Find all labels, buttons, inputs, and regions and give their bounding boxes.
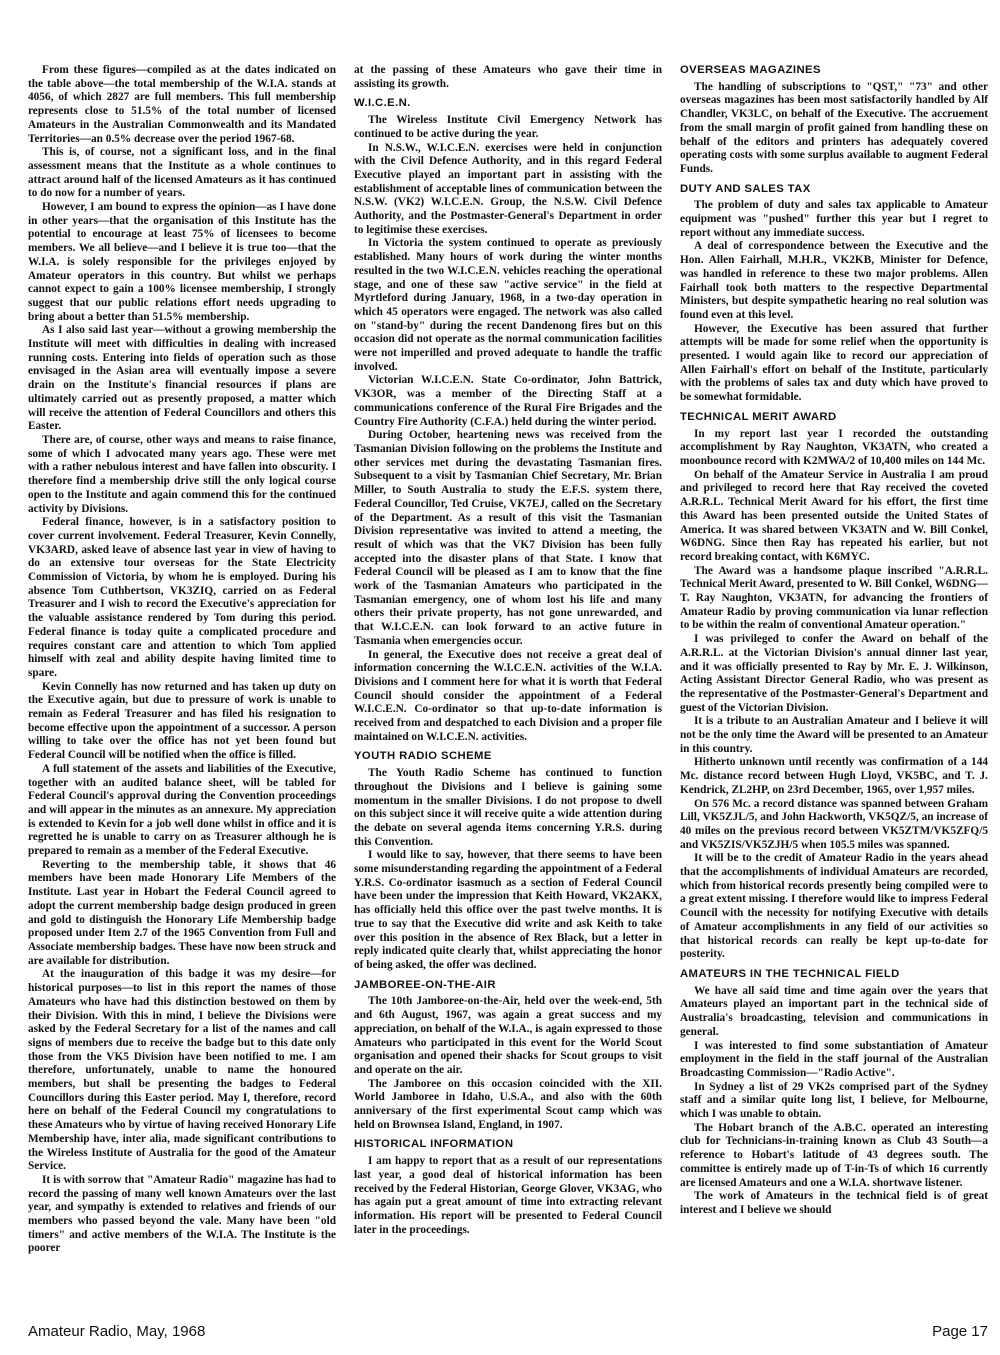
section-heading: YOUTH RADIO SCHEME (354, 750, 492, 763)
article-paragraph: There are, of course, other ways and means to raise finance, some of which I advocated many years ago. These were met with a rather nebulous interest and have fallen into obscurity. I therefore find a membership drive still the only logical course open to the Institute and again commend this for the continued activity by Divisions. (28, 433, 336, 515)
article-paragraph: Federal finance, however, is in a satisfactory position to cover current involvement. Federal Treasurer, Kevin Connelly, VK3ARD, asked leave of absence last year in view of having to do an extensive tour overseas for the State Electricity Commission of Victoria, by whom he is employed. During his absence Tom Cuthbertson, VK3ZIQ, carried on as Federal Treasurer and I wish to record the Executive's appreciation for the valuable assistance rendered by Tom during this period. Federal finance is today quite a complicated procedure and requires constant care and attention to which Tom applied himself with zeal and ability despite having limited time to spare. (28, 516, 336, 679)
article-paragraph: I was privileged to confer the Award on behalf of the A.R.R.L. at the Victorian Division's annual dinner last year, and it was officially presented to Ray by Mr. E. J. Wilkinson, Acting Assistant Director General Radio, who was present as the representative of the Postmaster-General's Department and guest of the Victorian Division. (680, 633, 988, 714)
article-paragraph: However, the Executive has been assured that further attempts will be made for some relief when the opportunity is presented. I would again like to record our appreciation of Allen Fairhall's effort on behalf of the Institute, particularly with the problems of sales tax and duty which have proved to be somewhat formidable. (680, 322, 988, 404)
article-paragraph: In general, the Executive does not receive a great deal of information concerning the W.I.C.E.N. activities of the W.I.A. Divisions and I comment here for what it is worth that Federal Council should consider the appointment of a Federal W.I.C.E.N. Co-ordinator so that up-to-date information is received from and despatched to each Division and a proper file maintained on W.I.C.E.N. activities. (354, 648, 662, 743)
article-paragraph: In N.S.W., W.I.C.E.N. exercises were held in conjunction with the Civil Defence Authority, and in this regard Federal Executive played an important part in assisting with the establishment of acceptable lines of communication between the N.S.W. (VK2) W.I.C.E.N. Group, the N.S.W. Civil Defence Authority, and the Postmaster-General's Department in order to legitimise these exercises. (354, 141, 662, 236)
section-heading: JAMBOREE-ON-THE-AIR (354, 978, 496, 991)
section-heading: DUTY AND SALES TAX (680, 182, 811, 195)
article-paragraph: I would like to say, however, that there seems to have been some misunderstanding regarding the appointment of a Federal Y.R.S. Co-ordinator isasmuch as a section of Federal Council have been under the impression that Keith Howard, VK2AKX, has officially held this office over the past twelve months. It is true to say that the Executive did write and ask Keith to take over this position in the absence of Rex Black, but a letter in reply indicated quite clearly that, whilst appreciating the honor of being asked, the offer was declined. (354, 849, 662, 971)
article-paragraph: We have all said time and time again over the years that Amateurs played an important part in the technical side of Australia's broadcasting, television and communications in general. (680, 984, 988, 1038)
article-paragraph: On 576 Mc. a record distance was spanned between Graham Lill, VK5ZJL/5, and John Hackworth, VK5QZ/5, an increase of 40 miles on the previous record between VK5ZTM/VK5ZFQ/5 and VK5ZIS/VK5ZJH/5 when 105.5 miles was spanned. (680, 797, 988, 851)
article-paragraph: However, I am bound to express the opinion—as I have done in other years—that the organisation of this Institute has the potential to encourage at least 75% of licensees to become members. We all believe—and I believe it is true too—that the W.I.A. is solely responsible for the privileges enjoyed by Amateur operators in this country. But whilst we perhaps cannot expect to gain a 100% licensee membership, I strongly suggest that our public relations effort needs upgrading to bring about a better than 51.5% membership. (28, 201, 336, 323)
article-paragraph: It is with sorrow that "Amateur Radio" magazine has had to record the passing of many well known Amateurs over the last year, and sympathy is extended to relatives and friends of our members who passed beyond the vale. Many have been "old timers" and active members of the W.I.A. The Institute is the poorer (28, 1173, 336, 1255)
article-paragraph: This is, of course, not a significant loss, and in the final assessment means that the Institute as a whole continues to attract around half of the licensed Amateurs as it has continued to do now for a number of years. (28, 146, 336, 200)
text-columns (28, 64, 988, 1322)
page-footer (28, 1323, 988, 1345)
article-paragraph: On behalf of the Amateur Service in Australia I am proud and privileged to record here that Ray received the coveted A.R.R.L. Technical Merit Award for his effort, the first time this Award has been presented outside the United States of America. It was shared between VK3ATN and W. Bill Conkel, W6DNG. Since then Ray has repeated his earlier, but not record breaking contact, with K6MYC. (680, 468, 988, 563)
article-paragraph: Reverting to the membership table, it shows that 46 members have been made Honorary Life Members of the Institute. Last year in Hobart the Federal Council agreed to adopt the current membership badge design produced in green and gold to distinguish the Honorary Life Membership badge proposed under Item 2.7 of the 1965 Convention from Full and Associate membership badges. These have now been struck and are available for distribution. (28, 858, 336, 967)
article-paragraph: A full statement of the assets and liabilities of the Executive, together with an audited balance sheet, will be tabled for Federal Council's approval during the Convention proceedings and will appear in the minutes as an annexure. My appreciation is extended to Kevin for a job well done whilst in office and it is regretted he is unable to carry on as Treasurer although he is prepared to remain as a member of the Federal Executive. (28, 762, 336, 858)
article-paragraph: I was interested to find some substantiation of Amateur employment in the field in the staff journal of the Australian Broadcasting Commission—"Radio Active". (680, 1039, 988, 1079)
article-paragraph: The handling of subscriptions to "QST," "73" and other overseas magazines has been most satisfactorily handled by Alf Chandler, VK3LC, on behalf of the Executive. The accruement from the small margin of profit gained from handling these on behalf of the editors and printers has adequately covered operating costs with some surplus available to augment Federal Funds. (680, 80, 988, 175)
article-paragraph: As I also said last year—without a growing membership the Institute will meet with difficulties in dealing with increased running costs. Entering into fields of operation such as those envisaged in the Asian area will eventually impose a severe drain on the Institute's financial resources if plans are ultimately carried out as presently proposed, a matter which will receive the attention of Federal Councillors and others this Easter. (28, 324, 336, 433)
article-paragraph: The problem of duty and sales tax applicable to Amateur equipment was "pushed" further this year but I regret to report without any immediate success. (680, 199, 988, 239)
section-heading: W.I.C.E.N. (354, 97, 411, 110)
article-paragraph: At the inauguration of this badge it was my desire—for historical purposes—to list in this report the names of those Amateurs who have had this distinction bestowed on them by their Division. With this in mind, I believe the Divisions were asked by the Federal Secretary for a list of the names and call signs of members due to receive the badge but to this date only those from the VK5 Division have been notified to me. I am therefore, unfortunately, unable to name the honoured members, but shall be presenting the badges to Federal Councillors during this Easter period. May I, therefore, record here on behalf of the Federal Council my congratulations to these Amateurs who by virtue of having received Honorary Life Membership have, inter alia, made significant contributions to the Wireless Institute of Australia for the good of the Amateur Service. (28, 968, 336, 1173)
article-paragraph: In Sydney a list of 29 VK2s comprised part of the Sydney staff and a similar quite long list, I believe, for Melbourne, which I was unable to obtain. (680, 1080, 988, 1121)
footer-publication: Amateur Radio, May, 1968 (28, 1323, 206, 1340)
article-paragraph: The Wireless Institute Civil Emergency Network has continued to be active during the year. (354, 114, 662, 140)
column-3 (680, 64, 988, 1322)
section-heading: OVERSEAS MAGAZINES (680, 64, 821, 76)
article-paragraph: It is a tribute to an Australian Amateur and I believe it will not be the only time the Award will be presented to an Amateur in this country. (680, 715, 988, 755)
article-paragraph: In my report last year I recorded the outstanding accomplishment by Ray Naughton, VK3ATN, who created a moonbounce record with K2MWA/2 of 10,400 miles on 144 Mc. (680, 427, 988, 467)
section-heading: AMATEURS IN THE TECHNICAL FIELD (680, 968, 900, 980)
article-paragraph: The Hobart branch of the A.B.C. operated an interesting club for Technicians-in-training known as Club 43 South—a reference to Hobart's latitude of 43 degrees south. The committee is entirely made up of T-in-Ts of which 16 currently are licensed Amateurs and one a W.I.A. shortwave listener. (680, 1121, 988, 1189)
article-paragraph: The Youth Radio Scheme has continued to function throughout the Divisions and I believe is gaining some momentum in the smaller Divisions. I do not propose to dwell on this subject since it will receive quite a wide attention during the debate on several agenda items concerning Y.R.S. during this Convention. (354, 767, 662, 848)
article-paragraph: Kevin Connelly has now returned and has taken up duty on the Executive again, but due to pressure of work is unable to remain as Federal Treasurer and has filed his resignation to become effective upon the appointment of a successor. A person willing to take over the office has not yet been found but Federal Council will be notified when the office is filled. (28, 680, 336, 762)
article-paragraph: From these figures—compiled as at the dates indicated on the table above—the total membership of the W.I.A. stands at 4056, of which 2827 are full members. This full membership represents close to 51.5% of the total number of licensed Amateurs in the Australian Commonwealth and its Mandated Territories—an 0.5% decrease over the period 1967-68. (28, 64, 336, 145)
article-paragraph: The work of Amateurs in the technical field is of great interest and I believe we should (680, 1190, 988, 1216)
article-paragraph: The 10th Jamboree-on-the-Air, held over the week-end, 5th and 6th August, 1967, was again a great success and my appreciation, on behalf of the W.I.A., is again expressed to those Amateurs who participated in this event for the World Scout organisation and opened their shacks for Scout groups to visit and operate on the air. (354, 995, 662, 1076)
column-2 (354, 64, 662, 1322)
article-paragraph: In Victoria the system continued to operate as previously established. Many hours of work during the winter months resulted in the two W.I.C.E.N. vehicles reaching the operational stage, and one of these saw "active service" in the field at Myrtleford during January, 1968, in a two-day operation in which 45 operators were engaged. The network was also called on "stand-by" during the recent Dandenong fires but on this occasion did not operate as the normal communication facilities were not imperilled and proved adequate to handle the traffic involved. (354, 237, 662, 373)
article-paragraph: I am happy to report that as a result of our representations last year, a good deal of historical information has been received by the Federal Historian, George Glover, VK3AG, who has again put a great amount of time into extracting relevant information. His report will be presented to Federal Council later in the proceedings. (354, 1155, 662, 1236)
article-paragraph: During October, heartening news was received from the Tasmanian Division following on the problems the Institute and other services met during the devastating Tasmanian fires. Subsequent to a visit by Tasmanian Chief Secretary, Mr. Brian Miller, to South Australia to study the E.F.S. system there, Federal Councillor, Ted Cruise, VK7EJ, called on the Secretary of the Department. As a result of this visit the Tasmanian Division representative was invited to attend a meeting, the result of which was that the VK7 Division has been fully accepted into the disaster plans of that State. I know that Federal Council will be pleased as I am to know that the fine work of the Tasmanian Amateurs who participated in the Tasmanian emergency, one of whom lost his life and many others their private property, has not gone unrewarded, and that W.I.C.E.N. can look forward to an active future in Tasmania when emergencies occur. (354, 429, 662, 647)
footer-page-number: Page 17 (932, 1323, 988, 1340)
section-heading: HISTORICAL INFORMATION (354, 1138, 514, 1151)
article-paragraph: The Jamboree on this occasion coincided with the XII. World Jamboree in Idaho, U.S.A., and also with the 60th anniversary of the first experimental Scout camp which was held on Brownsea Island, England, in 1907. (354, 1077, 662, 1131)
article-paragraph: The Award was a handsome plaque inscribed "A.R.R.L. Technical Merit Award, presented to W. Bill Conkel, W6DNG—T. Ray Naughton, VK3ATN, for advancing the frontiers of Amateur Radio by proving communication via lunar reflection to be within the realm of conventional Amateur operation." (680, 564, 988, 632)
article-paragraph: at the passing of these Amateurs who gave their time in assisting its growth. (354, 64, 662, 90)
article-paragraph: It will be to the credit of Amateur Radio in the years ahead that the accomplishments of individual Amateurs are recorded, which from historical records presently being compiled were to a great extent missing. I therefore would like to impress Federal Council with the necessity for notifying Executive with details of Amateur accomplishments in any field of our activities so that historical records can really be kept up-to-date for posterity. (680, 852, 988, 961)
column-1 (28, 64, 336, 1322)
article-paragraph: Hitherto unknown until recently was confirmation of a 144 Mc. distance record between Hugh Lloyd, VK5BC, and T. J. Kendrick, ZL2HP, on 23rd December, 1965, over 1,957 miles. (680, 756, 988, 796)
article-paragraph: Victorian W.I.C.E.N. State Co-ordinator, John Battrick, VK3OR, was a member of the Directing Staff at a communications conference of the Rural Fire Brigades and the Country Fire Authority (C.F.A.) held during the winter period. (354, 374, 662, 428)
section-heading: TECHNICAL MERIT AWARD (680, 410, 837, 423)
article-paragraph: A deal of correspondence between the Executive and the Hon. Allen Fairhall, M.H.R., VK2KB, Minister for Defence, was handled in reference to these two major problems. Allen Fairhall took both matters to the respective Departmental Ministers, but despite sympathetic hearing no real solution was found even at this level. (680, 240, 988, 321)
